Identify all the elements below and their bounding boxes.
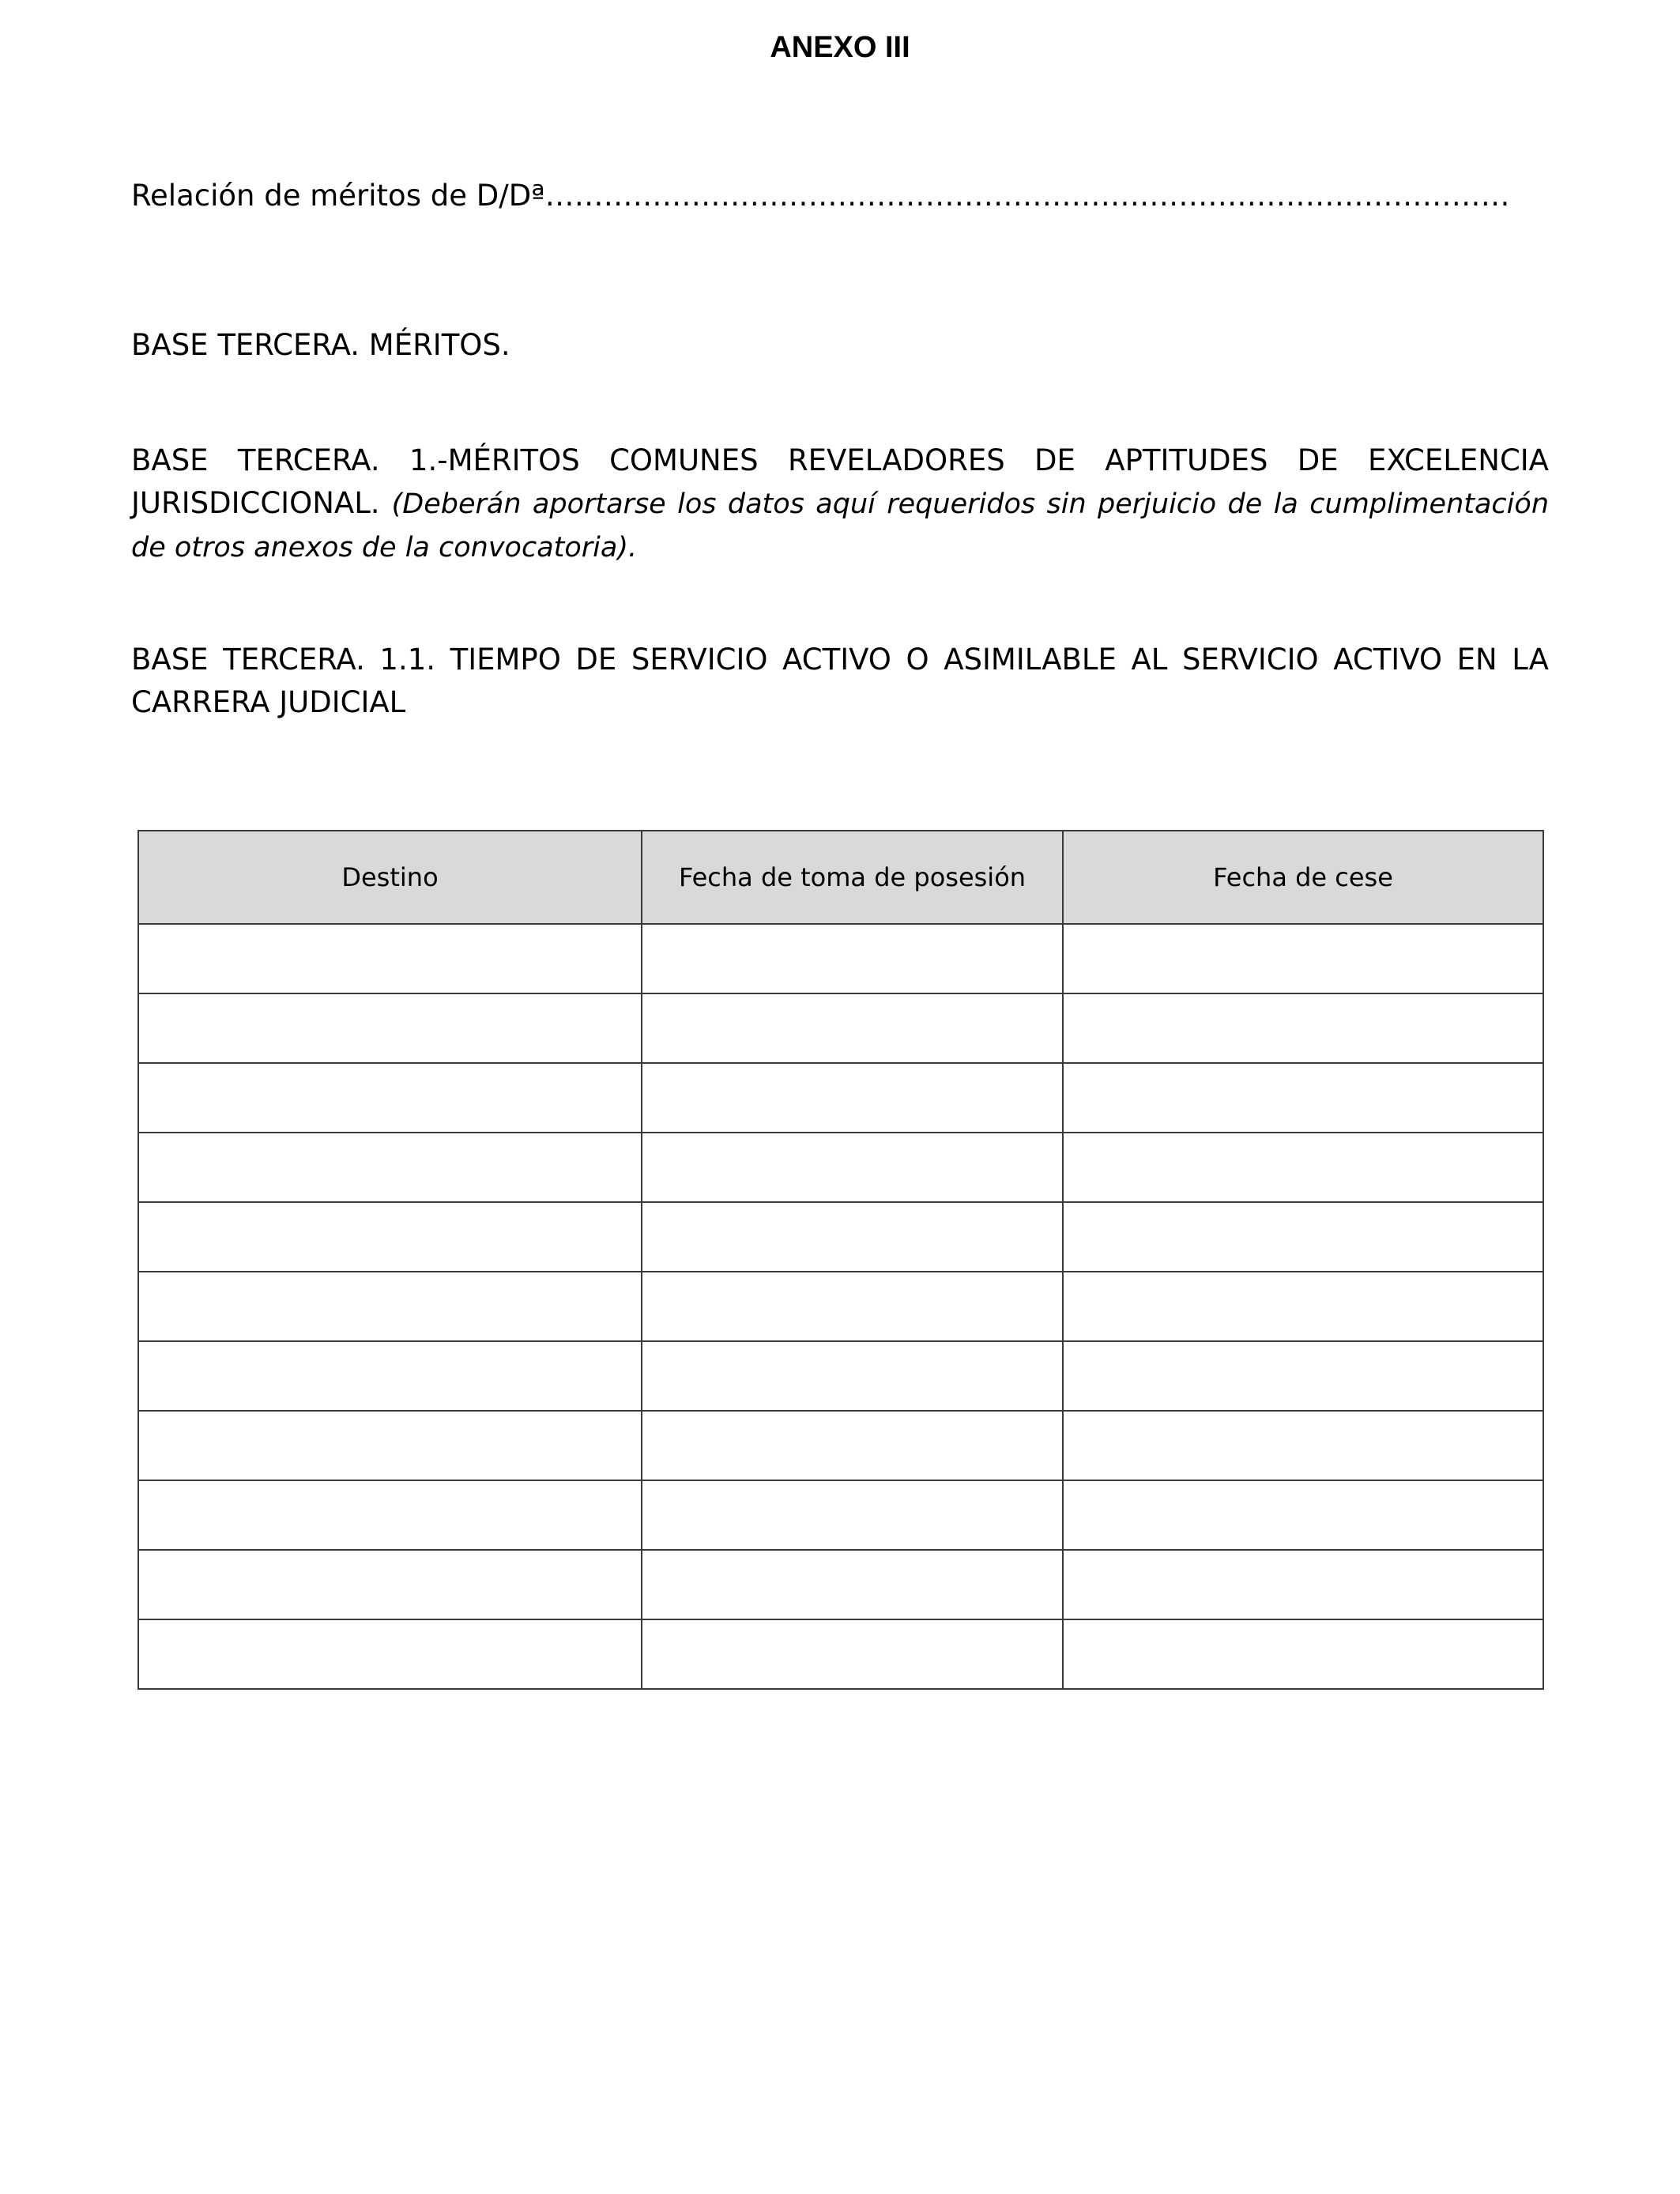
- table-row: [138, 993, 1543, 1063]
- fecha-cese-cell[interactable]: [1063, 1411, 1543, 1480]
- fecha-cese-cell[interactable]: [1063, 993, 1543, 1063]
- table-row: [138, 1133, 1543, 1202]
- service-time-table: [137, 830, 1544, 1690]
- destino-cell[interactable]: [138, 1272, 642, 1341]
- table-row: [138, 1480, 1543, 1550]
- fecha-cese-cell[interactable]: [1063, 1341, 1543, 1411]
- heading-meritos-comunes: [131, 439, 1549, 569]
- destino-cell[interactable]: [138, 1480, 642, 1550]
- fecha-toma-posesion-cell[interactable]: [642, 1272, 1063, 1341]
- table-row: [138, 1063, 1543, 1133]
- fecha-toma-posesion-cell[interactable]: [642, 1063, 1063, 1133]
- fecha-cese-cell[interactable]: [1063, 1063, 1543, 1133]
- table-row: [138, 924, 1543, 993]
- table-body: [138, 924, 1543, 1689]
- heading-meritos: BASE TERCERA. MÉRITOS.: [131, 328, 510, 362]
- destino-cell[interactable]: [138, 993, 642, 1063]
- fecha-toma-posesion-cell[interactable]: [642, 1619, 1063, 1689]
- fecha-toma-posesion-cell[interactable]: [642, 1133, 1063, 1202]
- fecha-cese-cell[interactable]: [1063, 1272, 1543, 1341]
- destino-cell[interactable]: [138, 1411, 642, 1480]
- table-row: [138, 1411, 1543, 1480]
- fecha-toma-posesion-cell[interactable]: [642, 1202, 1063, 1272]
- column-header-fecha-toma-posesion: Fecha de toma de posesión: [642, 831, 1063, 924]
- applicant-name-blank[interactable]: ………………………………………………………………………………………: [544, 179, 1510, 213]
- fecha-cese-cell[interactable]: [1063, 1550, 1543, 1619]
- destino-cell[interactable]: [138, 1202, 642, 1272]
- merits-applicant-line: [131, 175, 1510, 217]
- column-header-fecha-cese: Fecha de cese: [1063, 831, 1543, 924]
- fecha-toma-posesion-cell[interactable]: [642, 993, 1063, 1063]
- destino-cell[interactable]: [138, 1619, 642, 1689]
- fecha-toma-posesion-cell[interactable]: [642, 1411, 1063, 1480]
- table-row: [138, 1550, 1543, 1619]
- table-row: [138, 1272, 1543, 1341]
- fecha-cese-cell[interactable]: [1063, 924, 1543, 993]
- destino-cell[interactable]: [138, 1063, 642, 1133]
- merits-applicant-label: Relación de méritos de D/Dª: [131, 179, 545, 213]
- destino-cell[interactable]: [138, 1341, 642, 1411]
- fecha-cese-cell[interactable]: [1063, 1619, 1543, 1689]
- fecha-cese-cell[interactable]: [1063, 1480, 1543, 1550]
- fecha-toma-posesion-cell[interactable]: [642, 1341, 1063, 1411]
- table-row: [138, 1619, 1543, 1689]
- destino-cell[interactable]: [138, 1133, 642, 1202]
- table-row: [138, 1202, 1543, 1272]
- destino-cell[interactable]: [138, 1550, 642, 1619]
- table-row: [138, 1341, 1543, 1411]
- fecha-cese-cell[interactable]: [1063, 1202, 1543, 1272]
- table-header-row: [138, 831, 1543, 924]
- heading-meritos-comunes-title: BASE TERCERA. 1.-MÉRITOS COMUNES REVELADORES DE APTITUDES DE EXCELENCIA JURISDICCIONAL.: [131, 443, 1549, 520]
- heading-tiempo-servicio: BASE TERCERA. 1.1. TIEMPO DE SERVICIO ACTIVO O ASIMILABLE AL SERVICIO ACTIVO EN LA CARRERA JUDICIAL: [131, 643, 1549, 719]
- fecha-toma-posesion-cell[interactable]: [642, 924, 1063, 993]
- heading-meritos-comunes-note: (Deberán aportarse los datos aquí requeridos sin perjuicio de la cumplimentación de otros anexos de la convocatoria).: [131, 488, 1549, 564]
- page-title: ANEXO III: [770, 31, 910, 64]
- fecha-cese-cell[interactable]: [1063, 1133, 1543, 1202]
- fecha-toma-posesion-cell[interactable]: [642, 1480, 1063, 1550]
- fecha-toma-posesion-cell[interactable]: [642, 1550, 1063, 1619]
- column-header-destino: Destino: [138, 831, 642, 924]
- destino-cell[interactable]: [138, 924, 642, 993]
